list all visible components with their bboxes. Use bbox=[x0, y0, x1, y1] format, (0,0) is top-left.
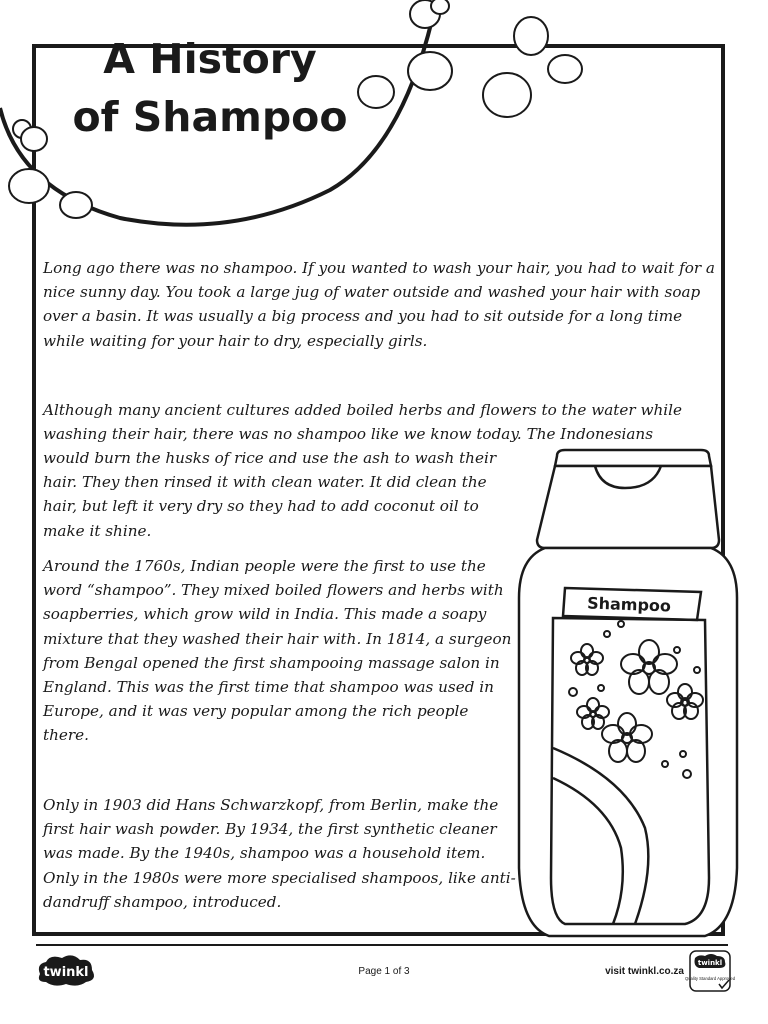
paragraph-1903: Only in 1903 did Hans Schwarzkopf, from Berlin, make the first hair wash powder. By 1934, the first synthetic cleaner was made. By the 1940s, shampoo was a household item. Only in the 1980s were more specialised shampoos, like anti-dandruff shampoo, introduced. bbox=[43, 796, 516, 911]
visit-link[interactable]: visit twinkl.co.za bbox=[605, 966, 684, 977]
page-title bbox=[40, 30, 380, 146]
page-number: Page 1 of 3 bbox=[358, 966, 410, 977]
badge-top-text: twinkl bbox=[697, 959, 723, 967]
bottle-label-text: Shampoo bbox=[586, 593, 672, 616]
shampoo-bottle-illustration bbox=[505, 448, 745, 940]
logo-text: twinkl bbox=[43, 965, 89, 980]
title-line-2: of Shampoo bbox=[72, 93, 348, 141]
paragraph-no-shampoo: Long ago there was no shampoo. If you wanted to wash your hair, you had to wait for a nice sunny day. You took a large jug of water outside and washed your hair with soap over a basin. It was usually a big process and you had to sit outside for a long time while waiting for your hair to dry, especially girls. bbox=[43, 259, 715, 350]
footer-divider bbox=[36, 944, 728, 946]
badge-bottom-text: Quality Standard Approved bbox=[684, 976, 736, 981]
title-line-1: A History bbox=[103, 35, 317, 83]
paragraph-1760s: Around the 1760s, Indian people were the first to use the word “shampoo”. They mixed boiled flowers and herbs with soapberries, which grow wild in India. This made a soapy mixture that they washed their hair with. In 1814, a surgeon from Bengal opened the first shampooing massage salon in England. This was the first time that shampoo was used in Europe, and it was very popular among the rich people there. bbox=[43, 557, 512, 745]
paragraph-ancient-cultures-intro: Although many ancient cultures added boiled herbs and flowers to the water while washing their hair, there was no shampoo like we know today. The Indonesians bbox=[43, 401, 682, 444]
quality-badge-icon bbox=[684, 950, 736, 992]
paragraph-ancient-cultures: would burn the husks of rice and use the ash to wash their hair. They then rinsed it with clean water. It did clean the hair, but left it very dry so they had to add coconut oil to make it shine. bbox=[43, 449, 497, 540]
